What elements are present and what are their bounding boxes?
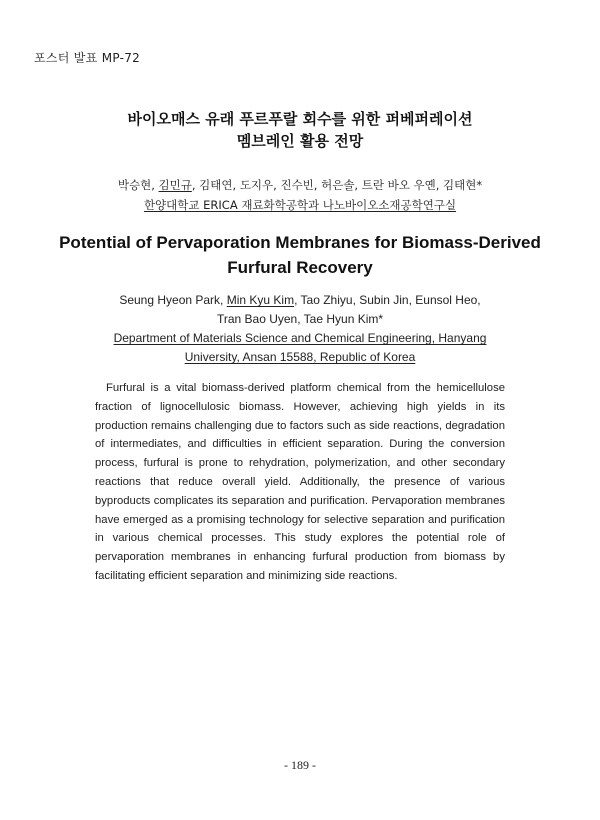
english-author-1: Seung Hyeon Park, [119, 293, 227, 307]
korean-other-authors: , 김태연, 도지우, 진수빈, 허은솔, 트란 바오 우옌, 김태현* [191, 178, 483, 192]
english-authors-line-1 [0, 291, 600, 310]
korean-affiliation: 한양대학교 ERICA 재료화학공학과 나노바이오소재공학연구실 [143, 198, 457, 212]
session-label: 포스터 발표 MP-72 [34, 51, 141, 65]
korean-author-1: 박승현, [117, 178, 159, 192]
korean-authors [0, 175, 600, 195]
english-title-line-2: Furfural Recovery [227, 258, 373, 277]
english-affiliation-line-1: Department of Materials Science and Chemical Engineering, Hanyang [113, 331, 487, 345]
english-title [0, 230, 600, 280]
english-title-line-1: Potential of Pervaporation Membranes for Biomass-Derived [59, 233, 541, 252]
korean-title-line-1: 바이오매스 유래 푸르푸랄 회수를 위한 퍼베퍼레이션 [127, 110, 473, 128]
abstract-body: Furfural is a vital biomass-derived platform chemical from the hemicellulose fraction of lignocellulosic biomass. However, achieving high yields in its production remains challenging due to factors such as side reactions, degradation of intermediates, and difficulties in efficient separation. During the conversion process, furfural is prone to rehydration, polymerization, and other secondary reactions that reduce overall yield. Additionally, the presence of various byproducts complicates its separation and purification. Pervaporation membranes have emerged as a promising technology for selective separation and purification in various chemical processes. This study explores the potential role of pervaporation membranes in enhancing furfural production from biomass by facilitating efficient separation and minimizing side reactions. [95, 382, 505, 582]
korean-author-block [0, 175, 600, 215]
english-author-block [0, 291, 600, 367]
korean-presenting-author: 김민규 [158, 178, 192, 192]
english-presenting-author: Min Kyu Kim [226, 293, 295, 307]
english-other-authors: , Tao Zhiyu, Subin Jin, Eunsol Heo, [294, 293, 481, 307]
english-affiliation-line-2: University, Ansan 15588, Republic of Korea [184, 350, 416, 364]
page-number: - 189 - [284, 758, 316, 772]
korean-title [0, 108, 600, 152]
english-authors-line-2: Tran Bao Uyen, Tae Hyun Kim* [216, 312, 384, 326]
korean-title-line-2: 멤브레인 활용 전망 [236, 132, 364, 150]
